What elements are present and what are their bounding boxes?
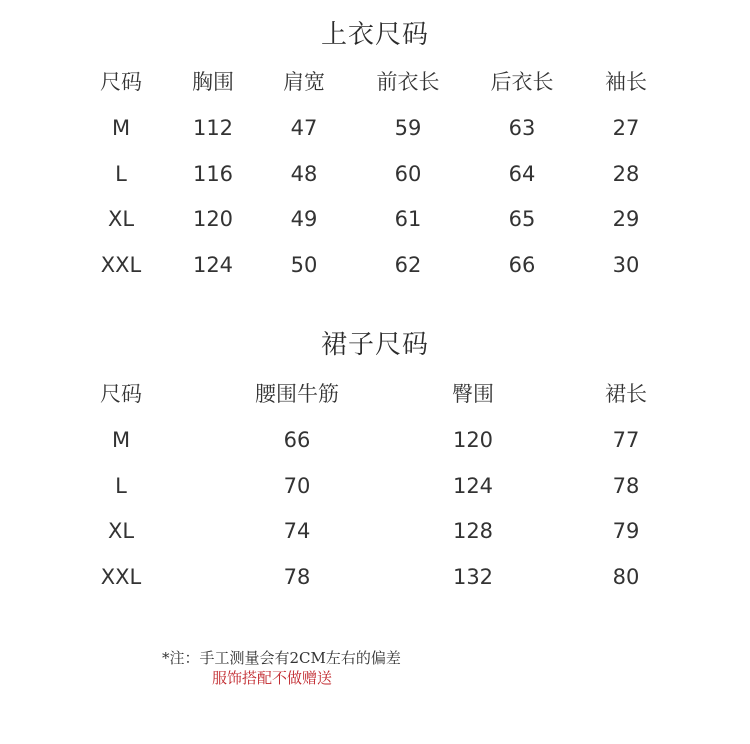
- table-cell: 78: [612, 474, 640, 498]
- table-cell: 64: [508, 162, 536, 186]
- table-cell: 77: [612, 428, 640, 452]
- table-header-cell: 胸围: [192, 70, 234, 94]
- skirt-size-title: 裙子尺码: [320, 330, 429, 360]
- accessory-note: 服饰搭配不做赠送: [212, 669, 333, 687]
- table-cell: 124: [192, 253, 234, 277]
- measurement-note: *注：手工测量会有2CM左右的偏差: [162, 649, 401, 667]
- table-header-cell: 尺码: [100, 70, 142, 94]
- table-cell: 66: [283, 428, 311, 452]
- top-size-title: 上衣尺码: [320, 20, 429, 50]
- table-cell: 50: [290, 253, 318, 277]
- table-cell: 62: [394, 253, 422, 277]
- table-row: [0, 250, 750, 280]
- table-cell: 48: [290, 162, 318, 186]
- table-cell: XXL: [100, 253, 142, 277]
- table-cell: XL: [107, 207, 135, 231]
- table-cell: 112: [192, 116, 234, 140]
- table-header-cell: 裙长: [605, 382, 647, 406]
- table-header-cell: 肩宽: [283, 70, 325, 94]
- table-cell: 70: [283, 474, 311, 498]
- table-cell: 30: [612, 253, 640, 277]
- table-row: [0, 113, 750, 143]
- table-cell: 79: [612, 519, 640, 543]
- top-table-header-row: [0, 67, 750, 97]
- table-header-cell: 后衣长: [490, 70, 554, 94]
- table-header-cell: 腰围牛筋: [255, 382, 339, 406]
- table-cell: L: [115, 162, 127, 186]
- table-cell: 74: [283, 519, 311, 543]
- table-header-cell: 前衣长: [376, 70, 440, 94]
- table-cell: 29: [612, 207, 640, 231]
- table-cell: 47: [290, 116, 318, 140]
- table-row: [0, 425, 750, 455]
- table-header-cell: 臀围: [452, 382, 494, 406]
- table-cell: 61: [394, 207, 422, 231]
- table-row: [0, 204, 750, 234]
- table-row: [0, 516, 750, 546]
- table-cell: 66: [508, 253, 536, 277]
- table-cell: 120: [452, 428, 494, 452]
- table-cell: 80: [612, 565, 640, 589]
- table-cell: 63: [508, 116, 536, 140]
- table-cell: 60: [394, 162, 422, 186]
- table-row: [0, 562, 750, 592]
- table-cell: 116: [192, 162, 234, 186]
- table-cell: M: [111, 428, 131, 452]
- table-cell: L: [115, 474, 127, 498]
- table-cell: 120: [192, 207, 234, 231]
- table-cell: 132: [452, 565, 494, 589]
- table-cell: 128: [452, 519, 494, 543]
- table-cell: 59: [394, 116, 422, 140]
- skirt-table-header-row: [0, 379, 750, 409]
- table-cell: XL: [107, 519, 135, 543]
- table-cell: M: [111, 116, 131, 140]
- table-cell: 49: [290, 207, 318, 231]
- table-cell: XXL: [100, 565, 142, 589]
- table-header-cell: 尺码: [100, 382, 142, 406]
- table-cell: 124: [452, 474, 494, 498]
- table-header-cell: 袖长: [605, 70, 647, 94]
- table-cell: 65: [508, 207, 536, 231]
- table-cell: 28: [612, 162, 640, 186]
- table-row: [0, 471, 750, 501]
- table-row: [0, 159, 750, 189]
- table-cell: 78: [283, 565, 311, 589]
- table-cell: 27: [612, 116, 640, 140]
